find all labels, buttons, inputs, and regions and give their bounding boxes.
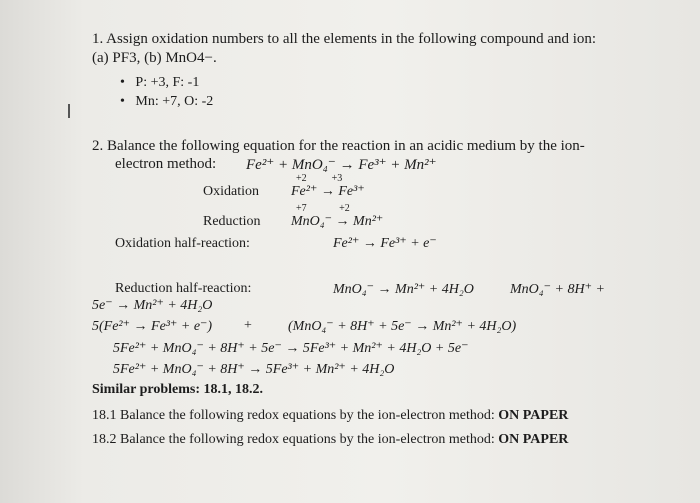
sum-equation: 5Fe²⁺ + MnO₄⁻ + 8H⁺ + 5e⁻ → 5Fe³⁺ + Mn²⁺ + 4H₂O + 5e⁻ [113,341,469,356]
bullet-b: • Mn: +7, O: -2 [120,94,214,109]
combine-left: 5(Fe²⁺ → Fe³⁺ + e⁻) [92,319,213,334]
combine-right: (MnO₄⁻ + 8H⁺ + 5e⁻ → Mn²⁺ + 4H₂O) [288,319,517,334]
q2-line1: 2. Balance the following equation for the reaction in an acidic medium by the ion- [92,138,585,154]
q1-line1: 1. Assign oxidation numbers to all the elements in the following compound and ion: [92,31,597,47]
bullet-a-text: P: +3, F: -1 [135,75,200,90]
reduction-equation: MnO₄⁻ → Mn²⁺ [291,214,384,229]
problem-18-2-bold: ON PAPER [498,432,569,447]
q2-line2-label: electron method: [115,156,217,172]
red-half-continuation: 5e⁻ → Mn²⁺ + 4H₂O [92,298,213,313]
red-half-equation-2: MnO₄⁻ + 8H⁺ + [510,282,605,297]
oxidation-equation: Fe²⁺ → Fe³⁺ [291,184,365,199]
margin-mark [68,104,70,118]
bullet-a: • P: +3, F: -1 [120,75,200,90]
reduction-numbers: +7 +2 [296,203,350,214]
problem-18-2 [92,432,568,448]
reduction-label: Reduction [203,214,261,229]
ox-half-equation: Fe²⁺ → Fe³⁺ + e⁻ [333,236,437,251]
oxidation-numbers: +2 +3 [296,173,343,184]
oxidation-label: Oxidation [203,184,259,199]
combine-plus: + [244,318,252,333]
q1-line2: (a) PF3, (b) MnO4−. [92,50,217,66]
bullet-b-text: Mn: +7, O: -2 [135,94,214,109]
ox-half-label: Oxidation half-reaction: [115,236,250,251]
similar-heading: Similar problems: 18.1, 18.2. [92,382,263,397]
red-half-label: Reduction half-reaction: [115,281,252,296]
problem-18-1-bold: ON PAPER [498,408,569,423]
red-half-equation-1: MnO₄⁻ → Mn²⁺ + 4H₂O [333,282,474,297]
final-equation: 5Fe²⁺ + MnO₄⁻ + 8H⁺ → 5Fe³⁺ + Mn²⁺ + 4H₂O [113,362,395,377]
problem-18-2-text: 18.2 Balance the following redox equations by the ion-electron method: [92,432,495,447]
problem-18-1-text: 18.1 Balance the following redox equations by the ion-electron method: [92,408,495,423]
q2-equation: Fe²⁺ + MnO₄⁻ → Fe³⁺ + Mn²⁺ [246,157,437,173]
problem-18-1 [92,408,568,424]
